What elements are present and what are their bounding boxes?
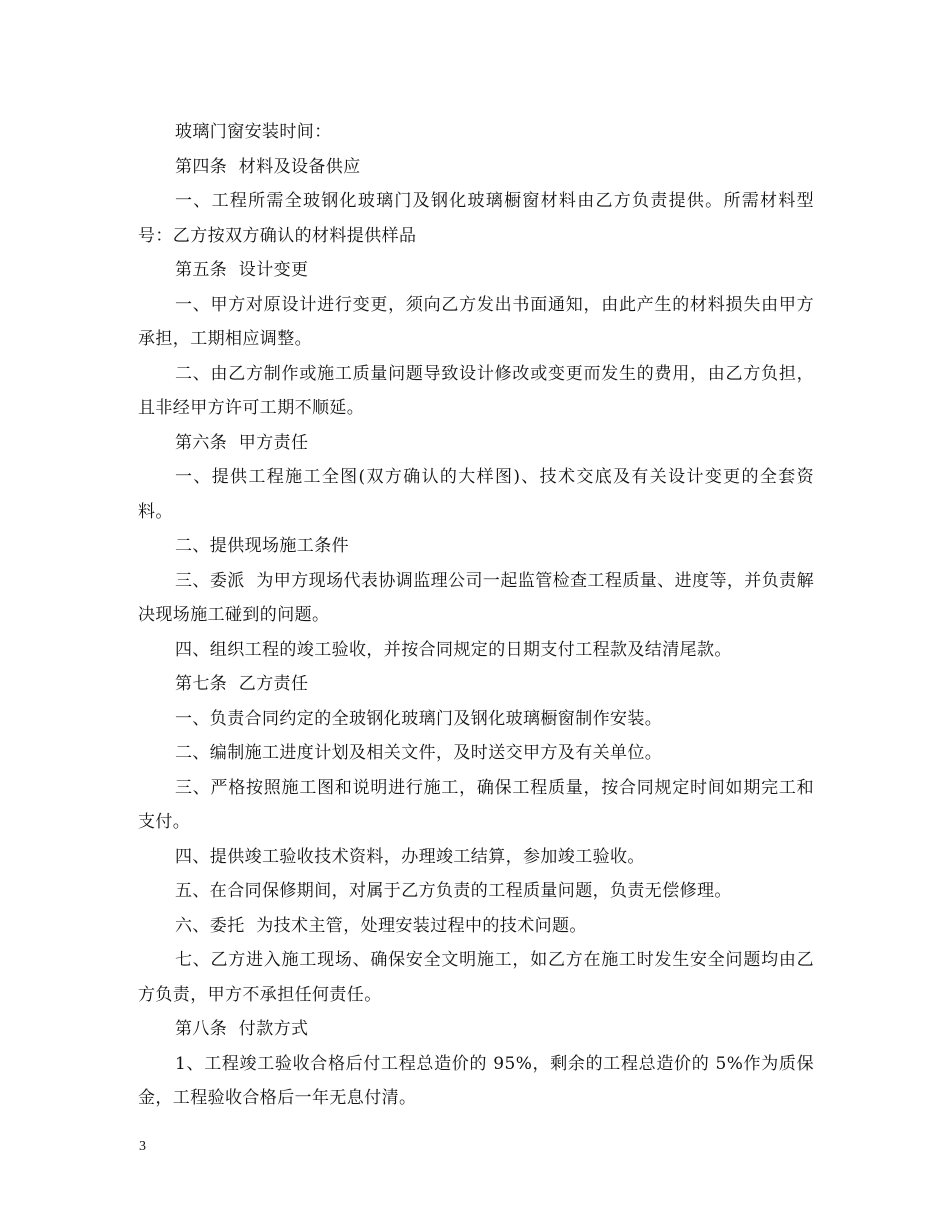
paragraph-article-7-item-1: 一、负责合同约定的全玻钢化玻璃门及钢化玻璃橱窗制作安装。 (175, 708, 663, 729)
paragraph-article-7-item-2: 二、编制施工进度计划及相关文件，及时送交甲方及有关单位。 (175, 743, 663, 763)
paragraph-article-7-item-3: 三、严格按照施工图和说明进行施工，确保工程质量，按合同规定时间如期完工和支付。 (138, 777, 814, 832)
heading-article-6: 第六条 甲方责任 (175, 432, 309, 453)
heading-article-8: 第八条 付款方式 (175, 1019, 309, 1039)
page-number: 3 (139, 1139, 146, 1154)
heading-article-5: 第五条 设计变更 (175, 260, 309, 280)
heading-article-4: 第四条 材料及设备供应 (175, 156, 361, 177)
paragraph-article-5-item-2: 二、由乙方制作或施工质量问题导致设计修改或变更而发生的费用，由乙方负担，且非经甲方许可工期不顺延。 (138, 363, 814, 418)
paragraph-article-6-item-3: 三、委派 为甲方现场代表协调监理公司一起监管检查工程质量、进度等，并负责解决现场施工碰到的问题。 (138, 570, 814, 625)
paragraph-install-time: 玻璃门窗安装时间： (175, 122, 332, 142)
heading-article-7: 第七条 乙方责任 (175, 674, 309, 694)
paragraph-article-6-item-4: 四、组织工程的竣工验收，并按合同规定的日期支付工程款及结清尾款。 (175, 639, 732, 660)
paragraph-article-7-item-6: 六、委托 为技术主管，处理安装过程中的技术问题。 (175, 915, 587, 936)
contract-body (138, 115, 814, 1116)
paragraph-article-5-item-1: 一、甲方对原设计进行变更，须向乙方发出书面通知，由此产生的材料损失由甲方承担，工期相应调整。 (138, 294, 814, 349)
paragraph-article-8-item-1: 1、工程竣工验收合格后付工程总造价的 95%，剩余的工程总造价的 5%作为质保金，工程验收合格后一年无息付清。 (138, 1053, 814, 1108)
paragraph-article-7-item-5: 五、在合同保修期间，对属于乙方负责的工程质量问题，负责无偿修理。 (175, 881, 732, 901)
paragraph-article-7-item-4: 四、提供竣工验收技术资料，办理竣工结算，参加竣工验收。 (175, 846, 645, 867)
paragraph-article-7-item-7: 七、乙方进入施工现场、确保安全文明施工，如乙方在施工时发生安全问题均由乙方负责，甲方不承担任何责任。 (138, 950, 814, 1005)
paragraph-article-6-item-1: 一、提供工程施工全图(双方确认的大样图)、技术交底及有关设计变更的全套资料。 (138, 467, 814, 522)
paragraph-article-4-item-1: 一、工程所需全玻钢化玻璃门及钢化玻璃橱窗材料由乙方负责提供。所需材料型号：乙方按双方确认的材料提供样品 (138, 191, 814, 246)
paragraph-article-6-item-2: 二、提供现场施工条件 (175, 536, 349, 556)
